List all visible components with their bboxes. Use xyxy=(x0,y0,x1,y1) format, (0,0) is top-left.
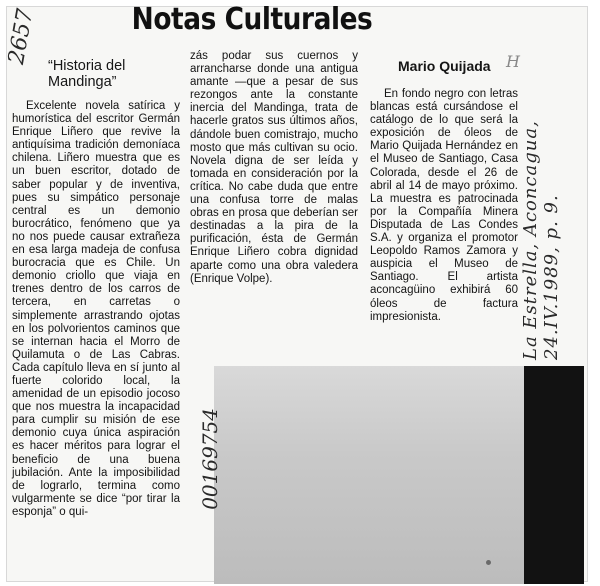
article-paragraph: zás podar sus cuernos y arrancharse donde una antigua amante —que a pesar de sus rezongos ante la constante inercia del Mandinga, trata de hacerle gratos sus últimos años, dándole buen comistrajo, mucho mosto que más cultivan su ocio. Novela digna de ser leída y tomada en consideración por la crítica. No cabe duda que entre una confusa torre de malas obras en prosa que deberían ser destinadas a la pira de la purificación, ésta de Germán Enrique Liñero cobra dignidad aparte como una obra valedera (Enrique Volpe). xyxy=(190,50,358,285)
article-paragraph: Excelente novela satírica y humorística del escritor Germán Enrique Liñero que revive la antiquísima tradición demoníaca chilena. Liñero muestra que es un buen escritor, dotado de saber popular y de inventiva, pues su simpático personaje central es un demonio burocrático, fenómeno que ya no nos puede causar extrañeza en esa larga madeja de confusa burocracia que es Chile. Un demonio criollo que viaja en trenes dentro de los carros de tercera, en carretas o simplemente arrastrando ojotas en los polvorientos caminos que se internan hacia el Morro de Quilamuta o de Las Cabras. Cada capítulo lleva en sí junto al fuerte colorido local, la amenidad de un episodio jocoso que nos muestra la incapacidad para cumplir su misión de ese demonio cuya única aspiración es hacer méritos para lograr el beneficio de una buena jubilación. Ante la imposibilidad de lograrlo, termina como vulgarmente se dice “por tirar la esponja” o qui- xyxy=(12,100,180,518)
photo xyxy=(214,366,584,584)
article-title: “Historia del Mandinga” xyxy=(48,58,126,90)
headline: Notas Culturales xyxy=(131,2,373,37)
byline: Mario Quijada xyxy=(398,58,491,74)
article-column-1 xyxy=(12,100,180,519)
photo-spot xyxy=(486,560,491,565)
photo-dark-area xyxy=(524,366,584,584)
handwritten-note-left: 2657 xyxy=(4,6,39,67)
handwritten-source-note: La Estrella, Aconcagua, 24.IV.1989, p. 9. xyxy=(520,120,562,360)
handwritten-archive-code: 00169754 xyxy=(198,408,222,510)
handwritten-mark: H xyxy=(506,52,520,71)
article-paragraph: En fondo negro con letras blancas está cursándose el catálogo de lo que será la exposición de óleos de Mario Quijada Hernández en el Museo de Santiago, Casa Colorada, desde el 26 de abril al 14 de mayo próximo. La muestra es patrocinada por la Compañía Minera Disputada de Las Condes S.A. y organiza el promotor Leopoldo Ramos Zamora y auspicia el Museo de Santiago. El artista aconcagüino exhibirá 60 óleos de factura impresionista. xyxy=(370,88,518,323)
article-column-3 xyxy=(370,88,518,324)
article-column-2 xyxy=(190,50,358,286)
